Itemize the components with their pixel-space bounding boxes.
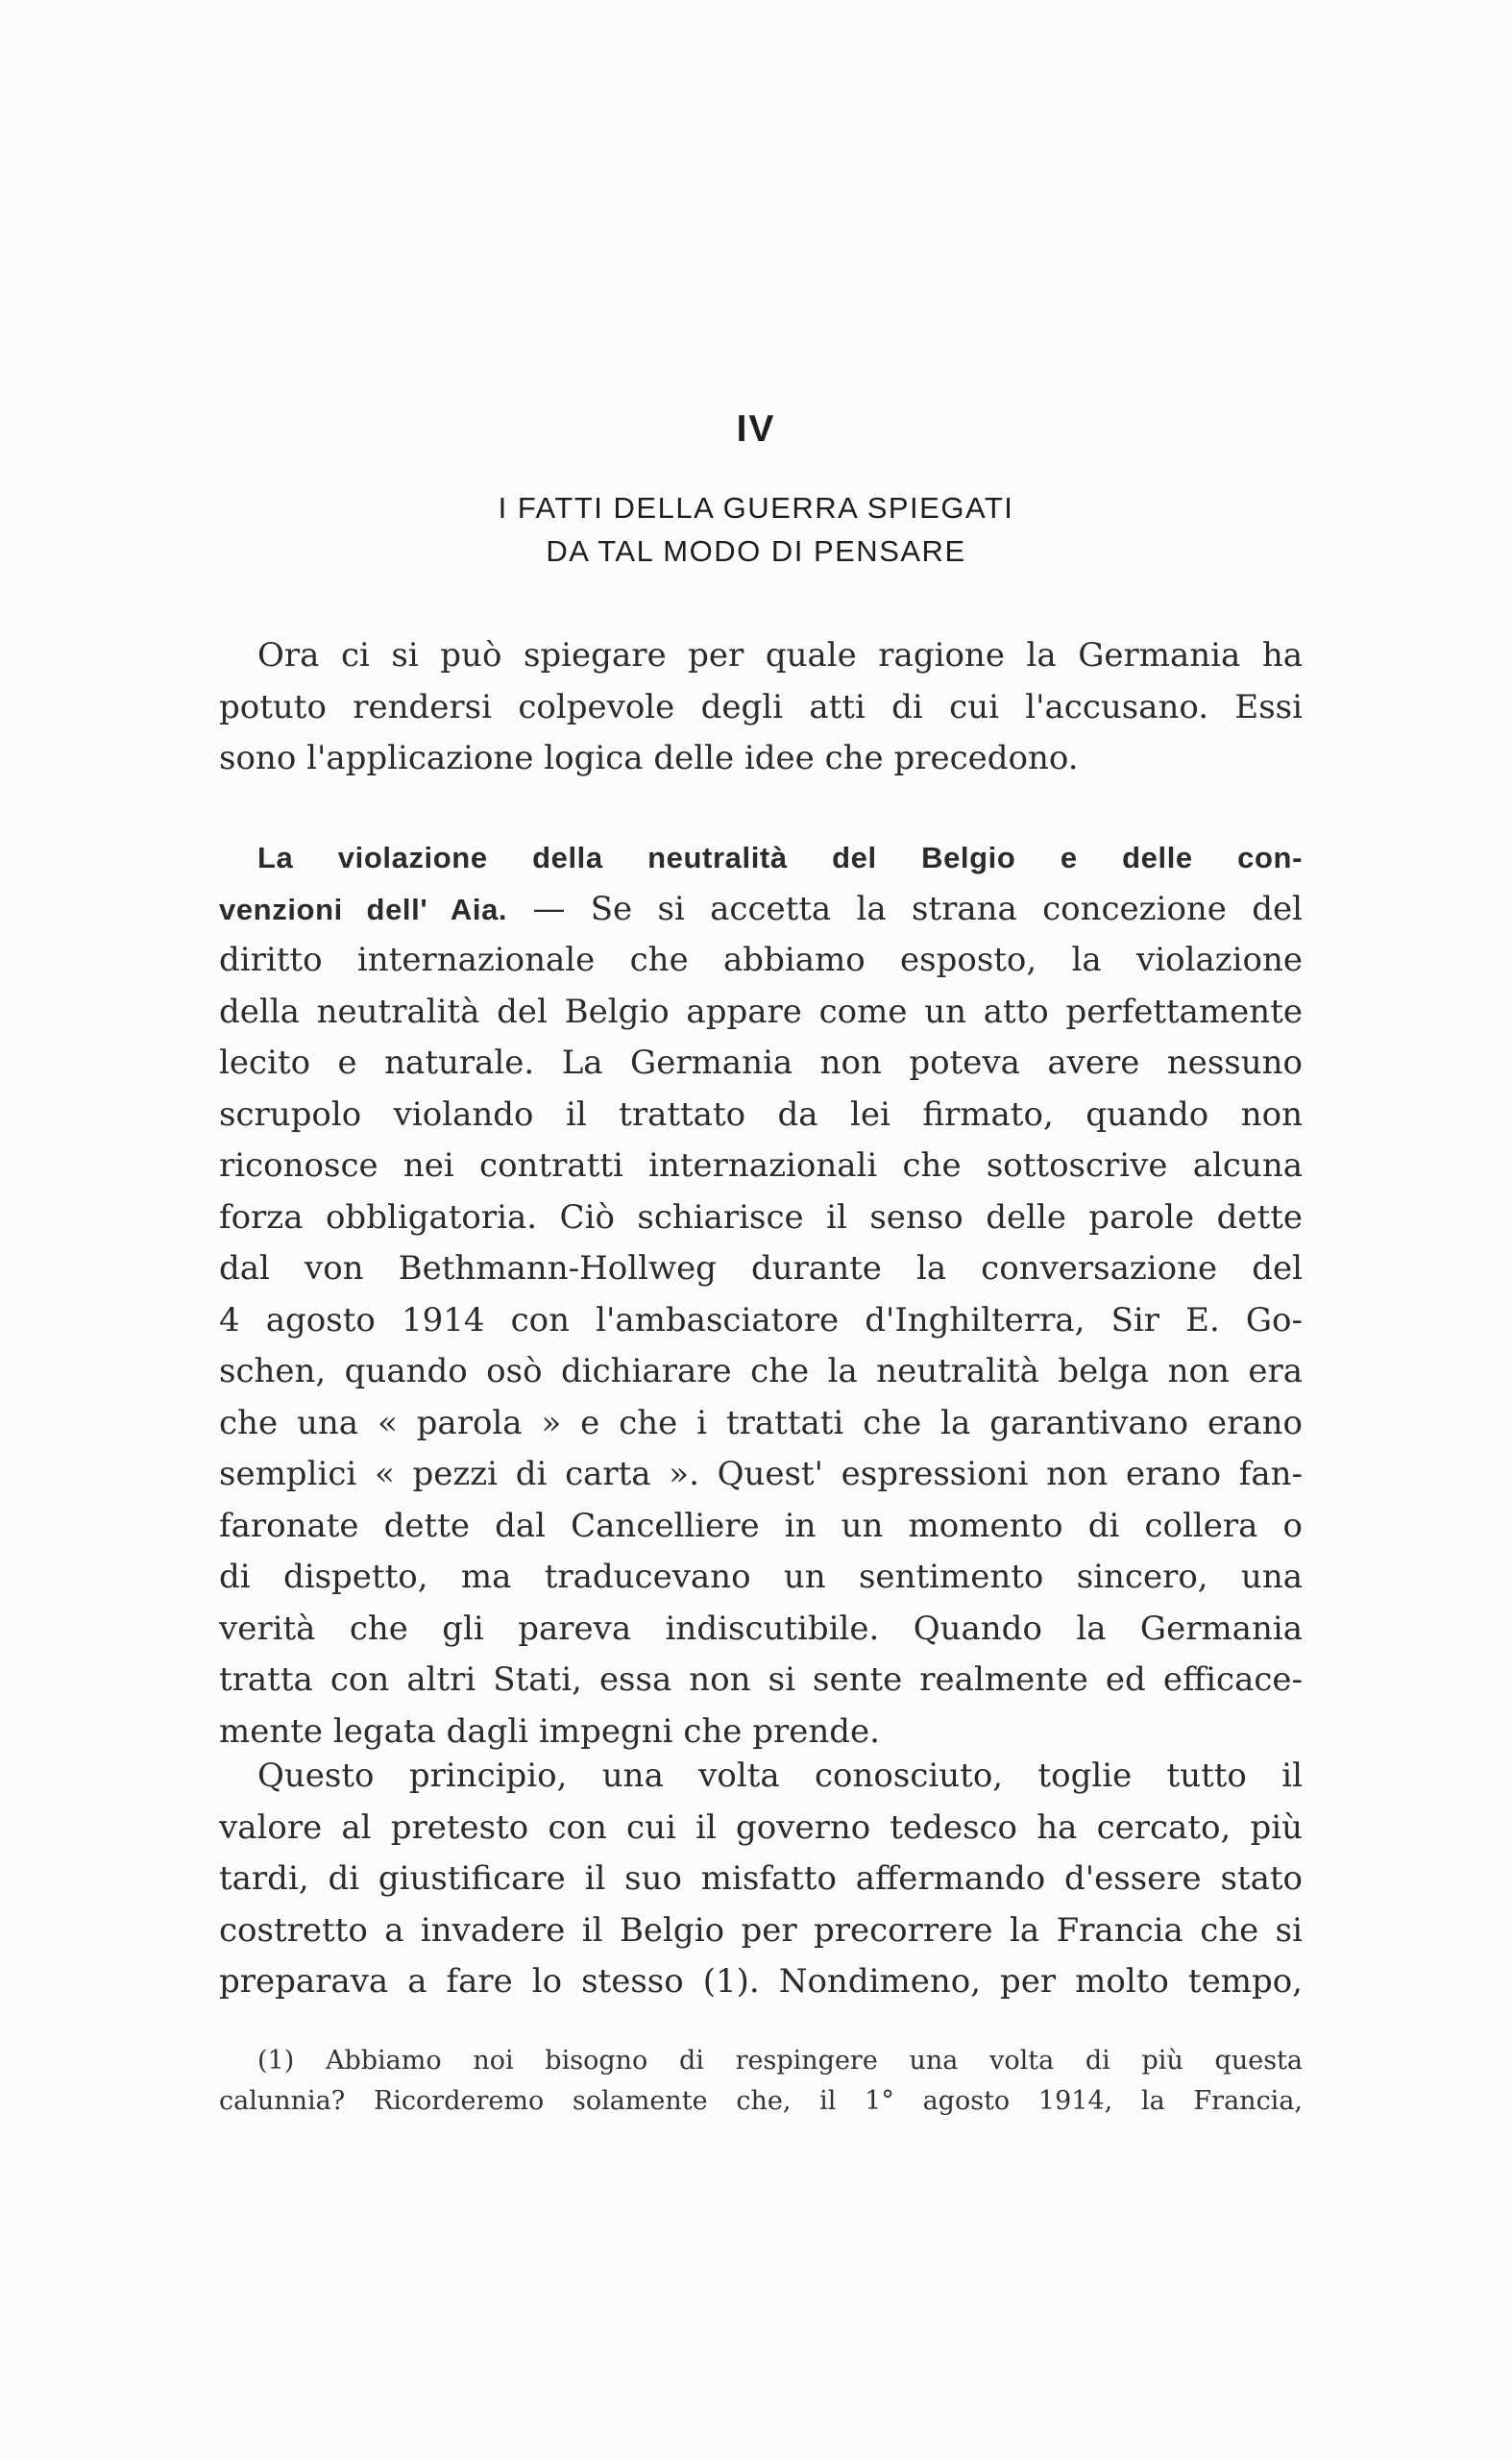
text-line: schen, quando osò dichiarare che la neutralità belga non era — [219, 1352, 1303, 1390]
paragraph-2-opening: — Se si accetta la strana concezione del — [507, 889, 1303, 928]
text-line: 4 agosto 1914 con l'ambasciatore d'Inghilterra, Sir E. Go- — [219, 1300, 1303, 1340]
paragraph-2 — [219, 832, 1303, 1757]
text-line: tratta con altri Stati, essa non si sente realmente ed efficace- — [219, 1660, 1303, 1699]
paragraph-1 — [219, 630, 1303, 785]
text-line: Questo principio, una volta conosciuto, toglie tutto il — [257, 1757, 1303, 1795]
text-line: forza obbligatoria. Ciò schiarisce il senso delle parole dette — [219, 1197, 1303, 1237]
paragraph-3 — [219, 1751, 1303, 2008]
text-line: che una « parola » e che i trattati che la garantivano erano — [219, 1403, 1303, 1442]
section-heading: La violazione della neutralità del Belgio e delle con- — [257, 841, 1303, 874]
footnote-line: calunnia? Ricorderemo solamente che, il 1° agosto 1914, la Francia, — [219, 2086, 1303, 2116]
section-heading-end: venzioni dell' Aia. — [219, 892, 508, 926]
text-line: mente legata dagli impegni che prende. — [219, 1711, 880, 1751]
text-line: riconosce nei contratti internazionali che sottoscrive alcuna — [219, 1146, 1303, 1185]
text-line: dal von Bethmann-Hollweg durante la conversazione del — [219, 1249, 1303, 1288]
section-heading-line-1 — [219, 832, 1303, 884]
text-line: preparava a fare lo stesso (1). Nondimeno, per molto tempo, — [219, 1962, 1303, 2001]
text-line: verità che gli pareva indiscutibile. Quando la Germania — [219, 1609, 1303, 1648]
text-line: Ora ci si può spiegare per quale ragione la Germania ha — [257, 636, 1303, 675]
text-line: faronate dette dal Cancelliere in un momento di collera o — [219, 1506, 1303, 1545]
text-line: scrupolo violando il trattato da lei firmato, quando non — [219, 1094, 1303, 1134]
chapter-number: IV — [736, 408, 776, 450]
text-line: sono l'applicazione logica delle idee che precedono. — [219, 739, 1079, 777]
text-line: tardi, di giustificare il suo misfatto affermando d'essere stato — [219, 1859, 1303, 1898]
text-line: costretto a invadere il Belgio per precorrere la Francia che si — [219, 1910, 1303, 1950]
text-line: diritto internazionale che abbiamo esposto, la violazione — [219, 941, 1303, 979]
text-line: lecito e naturale. La Germania non poteva avere nessuno — [219, 1044, 1303, 1082]
footnote-line: (1) Abbiamo noi bisogno di respingere una volta di più questa — [257, 2046, 1303, 2076]
footnote — [219, 2041, 1303, 2122]
text-line: potuto rendersi colpevole degli atti di cui l'accusano. Essi — [219, 687, 1303, 726]
text-line: di dispetto, ma traducevano un sentimento sincero, una — [219, 1558, 1303, 1596]
text-line: della neutralità del Belgio appare come un atto perfettamente — [219, 992, 1303, 1031]
chapter-title-line-2: DA TAL MODO DI PENSARE — [546, 534, 966, 568]
text-line: semplici « pezzi di carta ». Quest' espressioni non erano fan- — [219, 1455, 1303, 1493]
chapter-title-line-1: I FATTI DELLA GUERRA SPIEGATI — [498, 491, 1014, 525]
text-line: valore al pretesto con cui il governo tedesco ha cercato, più — [219, 1807, 1303, 1847]
section-heading-line-2 — [219, 884, 1303, 936]
